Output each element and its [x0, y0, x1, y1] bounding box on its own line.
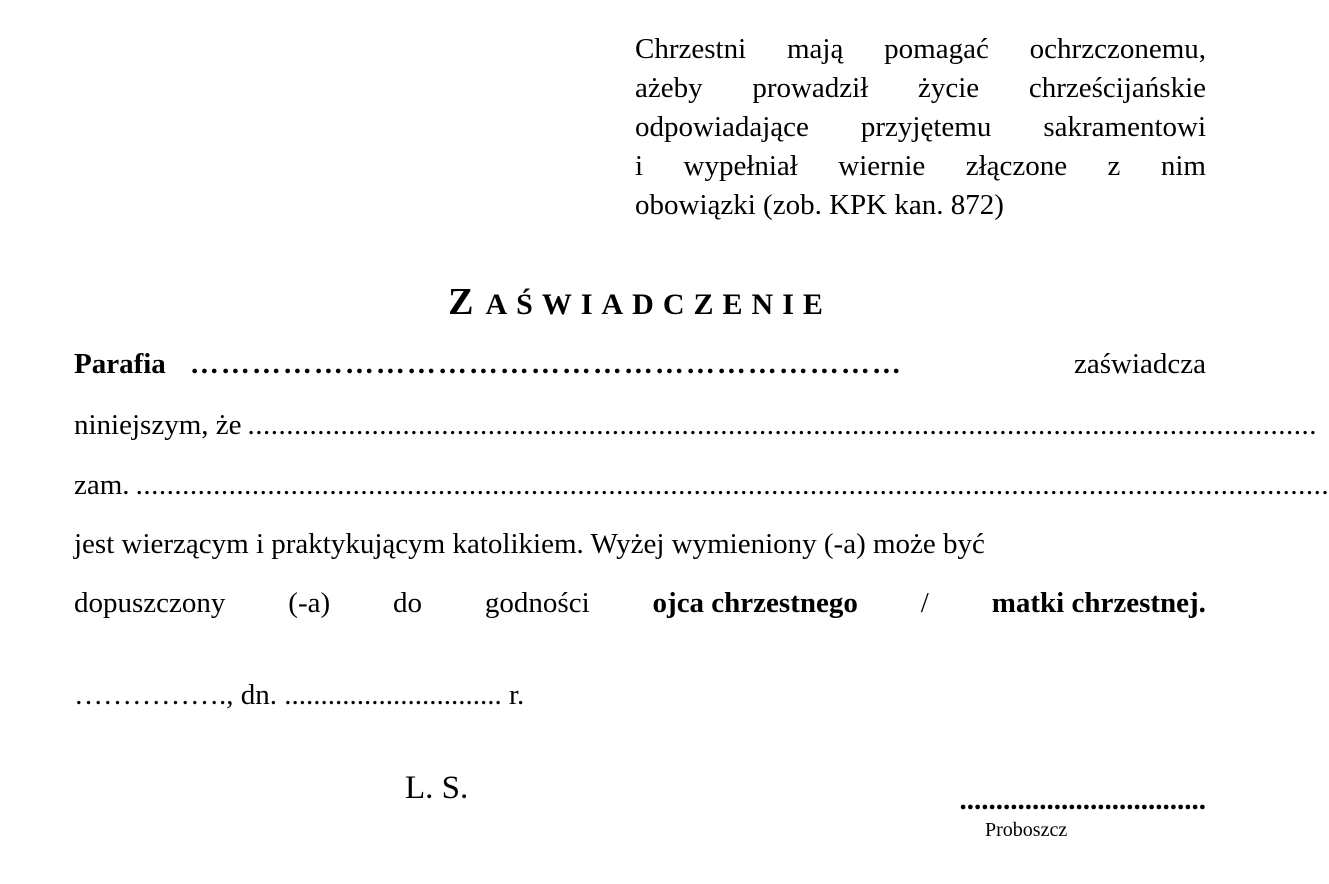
- canon-law-note: [635, 30, 1206, 225]
- note-line-5: obowiązki (zob. KPK kan. 872): [635, 189, 1004, 221]
- signature-label: Proboszcz: [985, 819, 1068, 841]
- residence-line: [74, 467, 1329, 503]
- note-line-3: odpowiadające przyjętemu sakramentowi: [635, 111, 1206, 143]
- note-line-1: Chrzestni mają pomagać ochrzczonemu,: [635, 33, 1206, 65]
- statement-text-1: jest wierzącym i praktykującym katolikiem. Wyżej wymieniony (-a) może być: [74, 528, 985, 560]
- role-slash: /: [920, 587, 929, 619]
- seal-placeholder: L. S.: [405, 770, 469, 806]
- person-line: [74, 407, 1318, 443]
- statement-line-1: [74, 526, 1206, 562]
- role-godmother: matki chrzestnej.: [991, 587, 1206, 619]
- residence-field[interactable]: ..........................................................................................................................................................: [135, 469, 1329, 501]
- word-godnosci: godności: [484, 587, 590, 619]
- note-line-4: i wypełniał wiernie złączone z nim: [635, 150, 1206, 182]
- note-line-2: ażeby prowadził życie chrześcijańskie: [635, 72, 1206, 104]
- role-godfather: ojca chrzestnego: [652, 587, 858, 619]
- date-place-field[interactable]: ……………., dn. .............................. r.: [74, 679, 525, 711]
- parish-field[interactable]: ……………………………………………………………: [189, 348, 903, 380]
- signature-field[interactable]: ..................................: [959, 784, 1206, 816]
- title-rest: AŚWIADCZENIE: [485, 288, 832, 321]
- residence-label: zam.: [74, 469, 130, 501]
- document-title: [0, 280, 1280, 324]
- hereby-that-text: niniejszym, że: [74, 409, 242, 441]
- certifies-text: zaświadcza: [1073, 348, 1206, 380]
- word-a: (-a): [288, 587, 331, 619]
- word-dopuszczony: dopuszczony: [74, 587, 226, 619]
- person-name-field[interactable]: ..........................................................................................................................................: [247, 409, 1318, 441]
- title-initial: Z: [448, 281, 486, 323]
- parish-label: Parafia: [74, 348, 166, 380]
- word-do: do: [393, 587, 423, 619]
- parish-line: [74, 346, 1206, 382]
- statement-line-2: [74, 585, 1206, 621]
